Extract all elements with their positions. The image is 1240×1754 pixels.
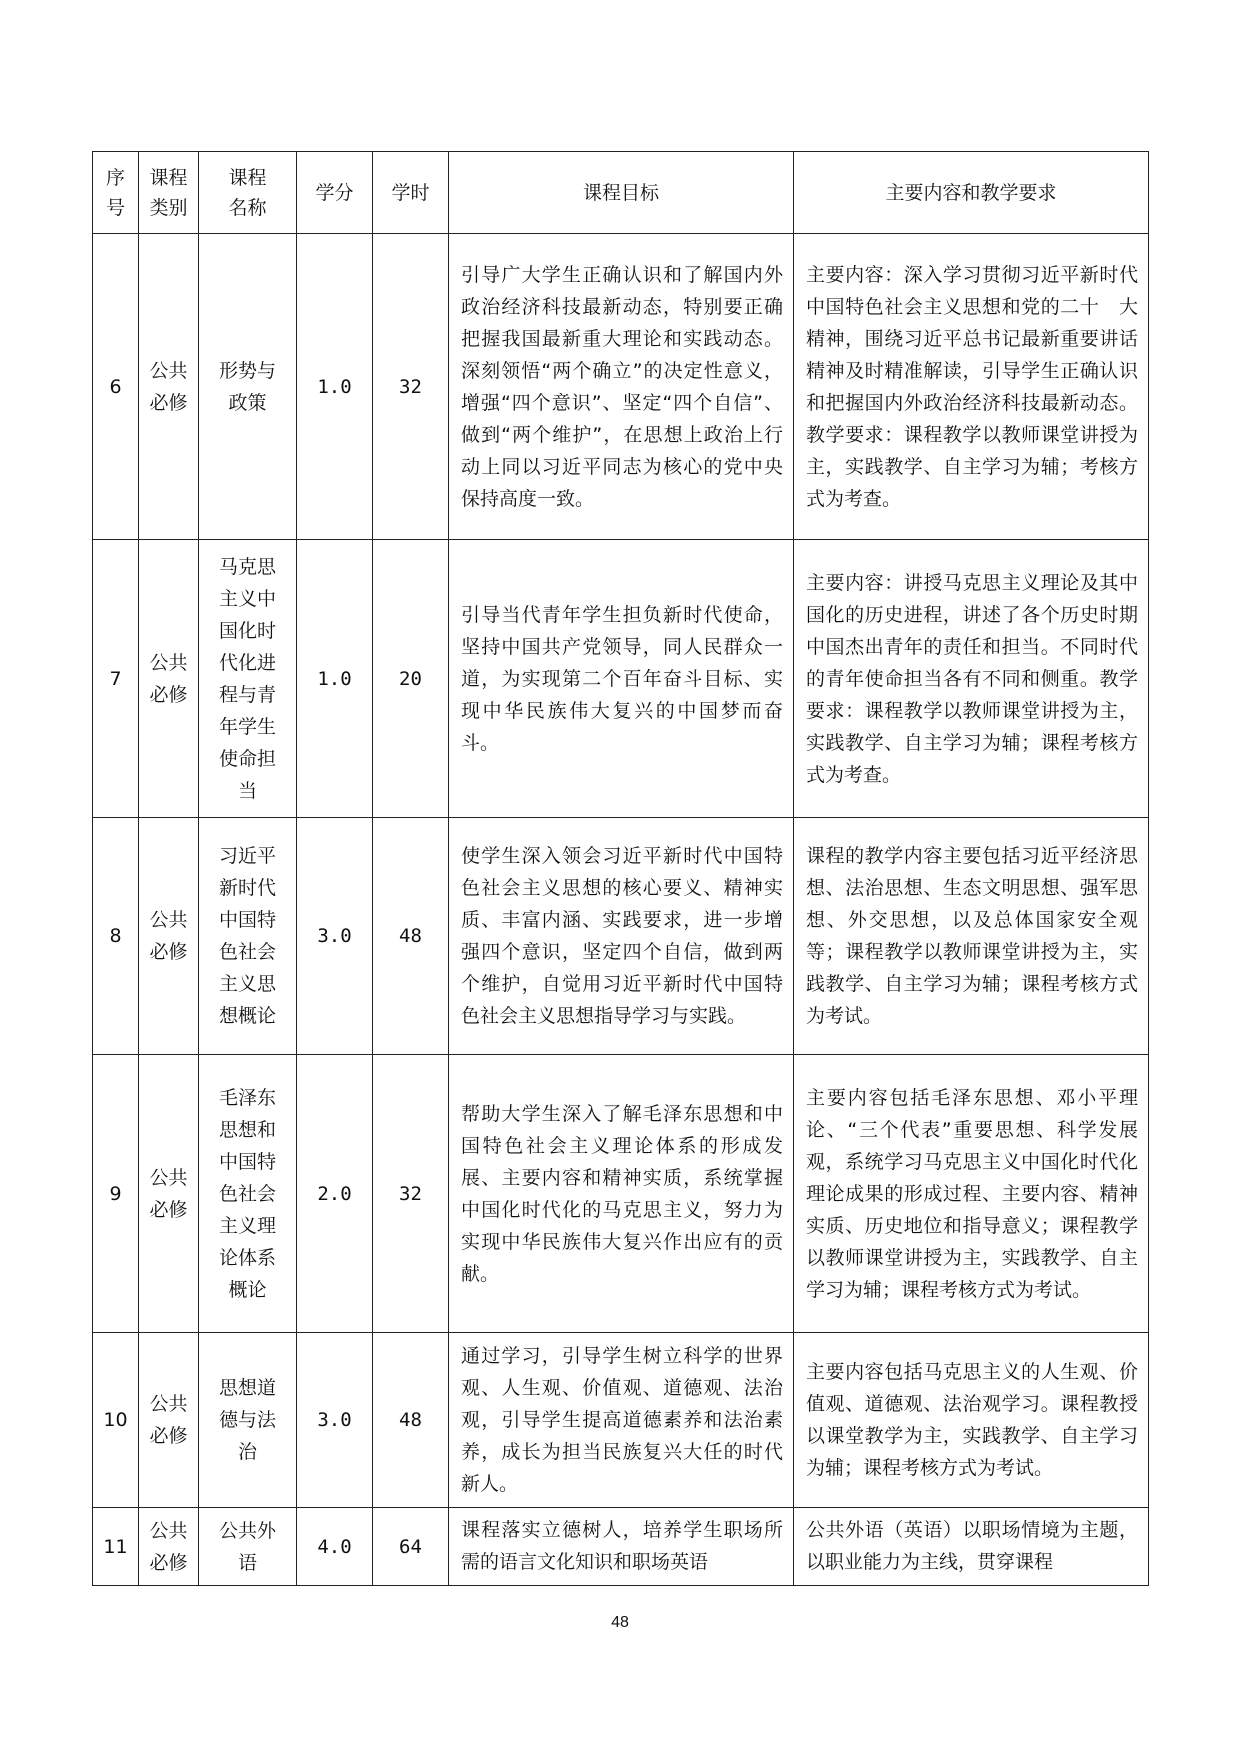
row-credit: 1.0 [297,540,373,818]
header-index: 序号 [93,152,139,234]
row-hours: 32 [373,234,449,540]
row-index: 7 [93,540,139,818]
header-content: 主要内容和教学要求 [794,152,1149,234]
row-category: 公共必修 [139,1508,199,1586]
row-credit: 4.0 [297,1508,373,1586]
table-row [93,540,1149,818]
row-category: 公共必修 [139,234,199,540]
course-table [92,151,1149,1586]
page-number: 48 [611,1614,629,1631]
row-category: 公共必修 [139,818,199,1055]
row-goal: 引导广大学生正确认识和了解国内外政治经济科技最新动态，特别要正确把握我国最新重大理论和实践动态。深刻领悟“两个确立”的决定性意义，增强“四个意识”、坚定“四个自信”、做到“两个维护”，在思想上政治上行动上同以习近平同志为核心的党中央保持高度一致。 [449,234,794,540]
header-goal: 课程目标 [449,152,794,234]
header-name: 课程名称 [199,152,297,234]
row-credit: 3.0 [297,818,373,1055]
row-course-name: 马克思主义中国化时代化进程与青年学生使命担当 [199,540,297,818]
row-course-name: 思想道德与法治 [199,1333,297,1508]
row-hours: 48 [373,818,449,1055]
row-hours: 64 [373,1508,449,1586]
row-index: 10 [93,1333,139,1508]
header-row [93,152,1149,234]
row-content: 主要内容包括马克思主义的人生观、价值观、道德观、法治观学习。课程教授以课堂教学为主，实践教学、自主学习为辅；课程考核方式为考试。 [794,1333,1149,1508]
header-category: 课程类别 [139,152,199,234]
row-index: 8 [93,818,139,1055]
table-row [93,1333,1149,1508]
row-goal: 课程落实立德树人，培养学生职场所需的语言文化知识和职场英语 [449,1508,794,1586]
row-content: 主要内容：讲授马克思主义理论及其中国化的历史进程，讲述了各个历史时期中国杰出青年的责任和担当。不同时代的青年使命担当各有不同和侧重。教学要求：课程教学以教师课堂讲授为主，实践教学、自主学习为辅；课程考核方式为考查。 [794,540,1149,818]
row-credit: 1.0 [297,234,373,540]
table-row [93,818,1149,1055]
row-course-name: 公共外语 [199,1508,297,1586]
header-credit: 学分 [297,152,373,234]
row-credit: 2.0 [297,1055,373,1333]
row-credit: 3.0 [297,1333,373,1508]
row-index: 6 [93,234,139,540]
table-row [93,1508,1149,1586]
row-category: 公共必修 [139,1333,199,1508]
row-course-name: 形势与政策 [199,234,297,540]
row-hours: 48 [373,1333,449,1508]
row-goal: 帮助大学生深入了解毛泽东思想和中国特色社会主义理论体系的形成发展、主要内容和精神实质，系统掌握中国化时代化的马克思主义，努力为实现中华民族伟大复兴作出应有的贡献。 [449,1055,794,1333]
row-hours: 20 [373,540,449,818]
header-hours: 学时 [373,152,449,234]
table-row [93,234,1149,540]
row-content: 主要内容包括毛泽东思想、邓小平理论、“三个代表”重要思想、科学发展观，系统学习马克思主义中国化时代化理论成果的形成过程、主要内容、精神实质、历史地位和指导意义；课程教学以教师课堂讲授为主，实践教学、自主学习为辅；课程考核方式为考试。 [794,1055,1149,1333]
row-content: 课程的教学内容主要包括习近平经济思想、法治思想、生态文明思想、强军思想、外交思想，以及总体国家安全观等；课程教学以教师课堂讲授为主，实践教学、自主学习为辅；课程考核方式为考试。 [794,818,1149,1055]
row-goal: 通过学习，引导学生树立科学的世界观、人生观、价值观、道德观、法治观，引导学生提高道德素养和法治素养，成长为担当民族复兴大任的时代新人。 [449,1333,794,1508]
row-index: 11 [93,1508,139,1586]
row-hours: 32 [373,1055,449,1333]
row-goal: 引导当代青年学生担负新时代使命，坚持中国共产党领导，同人民群众一道，为实现第二个百年奋斗目标、实现中华民族伟大复兴的中国梦而奋斗。 [449,540,794,818]
row-content: 主要内容：深入学习贯彻习近平新时代中国特色社会主义思想和党的二十 大精神，围绕习近平总书记最新重要讲话精神及时精准解读，引导学生正确认识和把握国内外政治经济科技最新动态。教学要求：课程教学以教师课堂讲授为主，实践教学、自主学习为辅；考核方式为考查。 [794,234,1149,540]
row-content: 公共外语（英语）以职场情境为主题，以职业能力为主线，贯穿课程 [794,1508,1149,1586]
row-category: 公共必修 [139,1055,199,1333]
row-goal: 使学生深入领会习近平新时代中国特色社会主义思想的核心要义、精神实质、丰富内涵、实践要求，进一步增强四个意识，坚定四个自信，做到两个维护，自觉用习近平新时代中国特色社会主义思想指导学习与实践。 [449,818,794,1055]
row-course-name: 习近平新时代中国特色社会主义思想概论 [199,818,297,1055]
row-course-name: 毛泽东思想和中国特色社会主义理论体系概论 [199,1055,297,1333]
row-category: 公共必修 [139,540,199,818]
table-row [93,1055,1149,1333]
row-index: 9 [93,1055,139,1333]
